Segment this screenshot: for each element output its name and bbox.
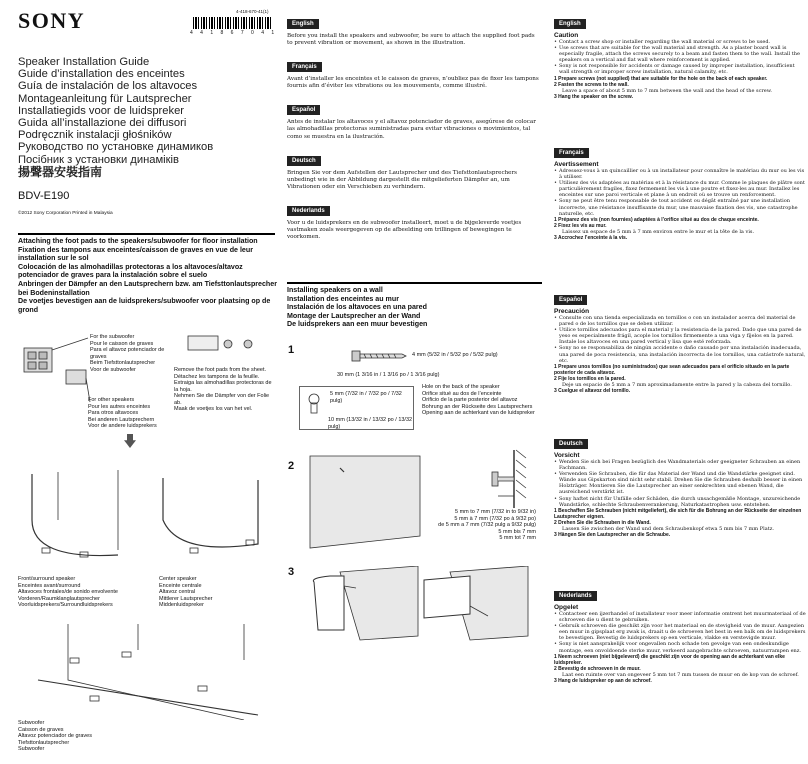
step-item: 3 Hängen Sie den Lautsprecher an die Schraube. — [554, 532, 671, 539]
step-detail: Laissez un espace de 5 mm à 7 mm environ entre le mur et la tête de la vis. — [562, 228, 755, 235]
step-item: 3 Accrochez l’enceinte à la vis. — [554, 235, 628, 242]
intro-text: Bringen Sie vor dem Aufstellen der Lautsprecher und des Tiefsttonlautsprechers unbedingt wie in der Abbildung dargestellt die mitgelieferten Dämpfer an, um Vibrationen oder ein Verschieben zu verhindern. — [287, 169, 518, 190]
intro-text: Avant d’installer les enceintes et le caisson de graves, n’oubliez pas de fixer les tampons fournis afin d’éviter les vibrations ou les mouvements, comme illustré. — [287, 76, 539, 90]
intro-text: Voor u de luidsprekers en de subwoofer installeert, moet u de bijgeleverde voetjes vastmaken zoals weergegeven op de afbeelding om trillingen of bewegingen te voorkomen. — [287, 219, 522, 241]
foot-pads-heading — [18, 237, 278, 314]
caution-heading: Avertissement — [554, 161, 599, 168]
lang-tag-english: English — [554, 19, 586, 29]
lang-tag-dutch: Nederlands — [287, 206, 330, 216]
hang-speaker-diagram — [300, 566, 542, 642]
step-detail: Deje un espacio de 5 mm a 7 mm aproximadamente entre la pared y la cabeza del tornillo. — [562, 382, 792, 389]
dutch-caution-section — [554, 582, 806, 684]
hole-diagram-box — [299, 386, 414, 430]
sony-logo: SONY — [18, 8, 86, 33]
caution-heading: Vorsicht — [554, 452, 580, 459]
spanish-caution-section — [554, 286, 806, 394]
caution-bullet: • Gebruik schroeven die geschikt zijn voor het materiaal en de stevigheid van de muur. Aangezien een muur in gipsplaat erg zwak is, draait u de schroeven het best in een balk om de luidsprekers te bevestigen. Bevestig de luidsprekers op een verticale, vlakke en verstevigde muur. — [554, 623, 806, 641]
caution-bullet: • Sony haftet nicht für Unfälle oder Schäden, die durch unsachgemäße Montage, unzureichende Wandstärke, schlechte Schraubenverankerung, Naturkatastrophen usw. entstehen. — [554, 496, 806, 508]
caution-bullet: • Sony no se responsabiliza de ningún accidente o daño causado por una instalación inadecuada, una pared de poca resistencia, una instalación incorrecta de los tornillos, una catástrofe natural, etc. — [554, 345, 806, 363]
step-item: 1 Prepare unos tornillos (no suministrados) que sean adecuados para el orificio situado en la parte posterior de cada altavoz. — [554, 363, 790, 376]
lang-tag-french: Français — [554, 148, 589, 158]
other-pad-label: For other speakers Pour les autres enceintes Para otros altavoces Bei anderen Lautsprechern Voor de andere luidsprekers — [88, 397, 157, 429]
title-line: Руководство по установке динамиков — [18, 141, 214, 154]
copyright: ©2012 Sony Corporation Printed in Malaysia — [18, 211, 113, 216]
german-caution-section — [554, 430, 806, 538]
step-item: 2 Fije los tornillos en la pared. — [554, 375, 626, 382]
caution-bullet: • Consulte con una tienda especializada en tornillos o con un instalador acerca del material de pared o de los tornillos que se deben utilizar. — [554, 315, 806, 327]
guide-titles — [18, 56, 213, 178]
heading-line: Colocación de las almohadillas protectoras a los altavoces/altavoz potenciador de graves para la instalación sobre el suelo — [18, 262, 243, 280]
lang-tag-french: Français — [287, 62, 322, 72]
title-line: Guía de instalación de los altavoces — [18, 80, 198, 93]
title-line: Speaker Installation Guide — [18, 56, 150, 68]
french-caution-section — [554, 139, 806, 241]
step-item: 1 Beschaffen Sie Schrauben (nicht mitgeliefert), die sich für die Bohrung an der Rückseite der einzelnen Lautsprecher eignen. — [554, 507, 802, 520]
step-item: 1 Préparez des vis (non fournies) adaptées à l’orifice situé au dos de chaque enceinte. — [554, 216, 759, 223]
lang-tag-spanish: Español — [287, 105, 320, 115]
part-number: 4-418-670-41(1) — [236, 9, 269, 14]
step-detail: Laat een ruimte over van ongeveer 5 mm tot 7 mm tussen de muur en de kop van de schroef. — [562, 671, 799, 678]
remove-pads-label: Remove the foot pads from the sheet. Détachez les tampons de la feuille. Extraiga las almohadillas protectoras de la hoja. Nehmen Sie die Dämpfer von der Folie ab. Maak de voetjes los van het vel. — [174, 367, 272, 412]
step-item: 1 Neem schroeven (niet bijgeleverd) die geschikt zijn voor de opening aan de achterkant van elke luidspreker. — [554, 653, 785, 666]
hole-diameter-10mm: 10 mm (13/32 in / 13/32 po / 13/32 pulg) — [328, 417, 413, 430]
step-item: 3 Hang de luidspreker op aan de schroef. — [554, 678, 652, 685]
step-item: 1 Prepare screws (not supplied) that are suitable for the hole on the back of each speaker. — [554, 75, 768, 82]
foot-pad-sheet-diagram — [18, 330, 278, 430]
caution-bullet: • Adressez-vous à un quincaillier ou à un installateur pour connaître le matériau du mur ou les vis à utiliser. — [554, 168, 806, 180]
step-detail: Lassen Sie zwischen der Wand und dem Schraubenkopf etwa 5 mm bis 7 mm Platz. — [562, 526, 774, 533]
caution-bullet: • Sony is not responsible for accidents or damage caused by improper installation, insufficient wall strength or improper screw installation, natural calamity, etc. — [554, 63, 806, 75]
hole-diameter-5mm: 5 mm (7/32 in / 7/32 po / 7/32 pulg) — [330, 391, 402, 404]
title-line: 揚聲器安裝指南 — [18, 164, 103, 179]
screw-gap-label: 5 mm to 7 mm (7/32 in to 9/32 in) 5 mm à 7 mm (7/32 po à 9/32 po) de 5 mm a 7 mm (7/32 pulg a 9/32 pulg) 5 mm bis 7 mm 5 mm tot 7 mm — [438, 509, 536, 541]
lang-tag-english: English — [287, 19, 319, 29]
wall-screw-diagram — [300, 448, 542, 558]
caution-bullet: • Utilisez des vis adaptées au matériau et à la résistance du mur. Comme le plaques de plâtre sont particulièrement fragiles, fixez fermement les vis à une poutre et fixez-les au mur. Installez les enceintes sur une paroi verticale et plane à un endroit où se trouve un renforcement. — [554, 180, 806, 198]
arrow-down-icon — [124, 434, 136, 448]
step-detail: Leave a space of about 5 mm to 7 mm between the wall and the head of the screw. — [562, 87, 772, 94]
lang-tag-dutch: Nederlands — [554, 591, 597, 601]
heading-line: De voetjes bevestigen aan de luidsprekers/subwoofer voor plaatsing op de grond — [18, 297, 271, 314]
caution-bullet: • Contacteer een ijzerhandel of installateur voor meer informatie omtrent het muurmateriaal of de schroeven die u dient te gebruiken. — [554, 611, 806, 623]
heading-line: Fixation des tampons aux enceintes/caisson de graves en vue de leur installation sur le sol — [18, 245, 253, 263]
step-item: 2 Fasten the screws to the wall. — [554, 81, 629, 88]
intro-text: Antes de instalar los altavoces y el altavoz potenciador de graves, asegúrese de colocar las almohadillas protectoras suministradas para evitar vibraciones o movimientos, tal como se muestra en la ilustración. — [287, 119, 536, 140]
model-number: BDV-E190 — [18, 190, 70, 202]
step-3-number: 3 — [288, 566, 295, 578]
hole-label: Hole on the back of the speaker Orifice situé au dos de l’enceinte Orificio de la parte posterior del altavoz Bohrung an der Rückseite des Lautsprechers Opening aan de achterkant van de luidspreker — [422, 384, 535, 416]
front-speaker-label: Front/surround speaker Enceintes avant/surround Altavoces frontales/de sonido envolvente Vorderen/Raumklanglautsprecher Voorluidsprekers/Surroundluidsprekers — [18, 576, 118, 608]
caution-bullet: • Sony ne peut être tenu responsable de tout accident ou dégât entraîné par une installation incorrecte, une résistance insuffisante du mur, une mauvaise fixation des vis, une catastrophe naturelle, etc. — [554, 198, 806, 216]
caution-heading: Precaución — [554, 308, 590, 315]
step-item: 3 Cuelgue el altavoz del tornillo. — [554, 388, 631, 395]
step-item: 2 Bevestig de schroeven in de muur. — [554, 665, 641, 672]
wall-heading: Installing speakers on a wall Installation des enceintes au mur Instalación de los altavoces en una pared Montage der Lautsprecher an der Wand De luidsprekers aan een muur bevestigen — [287, 286, 428, 329]
title-line: Guide d’installation des enceintes — [18, 68, 185, 81]
barcode — [193, 17, 271, 29]
intro-section — [287, 10, 542, 241]
caution-bullet: • Sony is niet aansprakelijk voor ongevallen noch schade ten gevolge van een ondeskundige montage, een onvoldoende sterke muur, verkeerd aangebrachte schroeven, natuurrampen enz. — [554, 641, 806, 653]
intro-text: Before you install the speakers and subwoofer, be sure to attach the supplied foot pads to prevent vibration or movement, as shown in the illustration. — [287, 33, 535, 47]
step-2-number: 2 — [288, 460, 295, 472]
divider — [287, 282, 542, 284]
caution-bullet: • Contact a screw shop or installer regarding the wall material or screws to be used. — [554, 39, 806, 45]
caution-bullet: • Use screws that are suitable for the wall material and strength. As a plaster board wall is especially fragile, attach the screws securely to a beam and fasten them to the wall. Install the speakers on a vertical and flat wall where reinforcement is applied. — [554, 45, 806, 63]
subwoofer-label: Subwoofer Caisson de graves Altavoz potenciador de graves Tiefsttonlautsprecher Subwoofer — [18, 720, 92, 752]
caution-bullet: • Verwenden Sie Schrauben, die für das Material der Wand und die Wandstärke geeignet sind. Wände aus Gipskarton sind nicht sehr stabil. Drehen Sie die Schrauben deshalb besser in einen Holzträger. Montieren Sie die Lautsprecher an einer senkrechten und ebenen Wand, die ausreichend verstärkt ist. — [554, 471, 806, 495]
screw-diameter-4mm: 4 mm (5/32 in / 5/32 po / 5/32 pulg) — [412, 352, 498, 358]
caution-bullet: • Utilice tornillos adecuados para el material y la resistencia de la pared. Dado que una pared de yeso es especialmente frágil, acople los tornillos firmemente a una viga y fíjelos en la pared. Instale los altavoces en una pared vertical y lisa que esté reforzada. — [554, 327, 806, 345]
caution-bullet: • Wenden Sie sich bei Fragen bezüglich des Wandmaterials oder geeigneter Schrauben an einen Fachmann. — [554, 459, 806, 471]
step-item: 3 Hang the speaker on the screw. — [554, 93, 634, 100]
title-line: Посібник з установки динаміків — [18, 153, 179, 166]
english-caution-section — [554, 10, 806, 100]
center-speaker-label: Center speaker Enceinte centrale Altavoz central Mittlerer Lautsprecher Middenluidspreker — [159, 576, 213, 608]
barcode-number: 4 4 1 8 6 7 0 4 1 — [190, 30, 278, 36]
lang-tag-german: Deutsch — [554, 439, 588, 449]
subwoofer-pad-label: For the subwoofer Pour le caisson de graves Para el altavoz potenciador de graves Beim Tiefsttonlautsprecher Voor de subwoofer — [90, 334, 165, 373]
step-1-number: 1 — [288, 344, 295, 356]
caution-heading: Caution — [554, 32, 579, 39]
screw-diagram — [330, 345, 410, 367]
subwoofer-bottom-diagram — [18, 620, 278, 720]
step-item: 2 Fixez les vis au mur. — [554, 222, 607, 229]
caution-heading: Opgelet — [554, 604, 579, 611]
lang-tag-german: Deutsch — [287, 156, 321, 166]
title-line: Guida all’installazione dei diffusori — [18, 117, 187, 130]
heading-line: Attaching the foot pads to the speakers/subwoofer for floor installation — [18, 237, 258, 245]
step-item: 2 Drehen Sie die Schrauben in die Wand. — [554, 519, 651, 526]
title-line: Podręcznik instalacji głośników — [18, 129, 172, 142]
heading-line: Anbringen der Dämpfer an den Lautsprechern bzw. am Tiefsttonlautsprecher bei Bodeninstallation — [18, 279, 277, 297]
divider — [18, 233, 275, 235]
speaker-bottom-diagram — [18, 460, 278, 580]
title-line: Montageanleitung für Lautsprecher — [18, 92, 192, 105]
lang-tag-spanish: Español — [554, 295, 587, 305]
screw-length-30mm: 30 mm (1 3/16 in / 1 3/16 po / 1 3/16 pulg) — [337, 372, 440, 378]
title-line: Installatiegids voor de luidspreker — [18, 104, 185, 117]
